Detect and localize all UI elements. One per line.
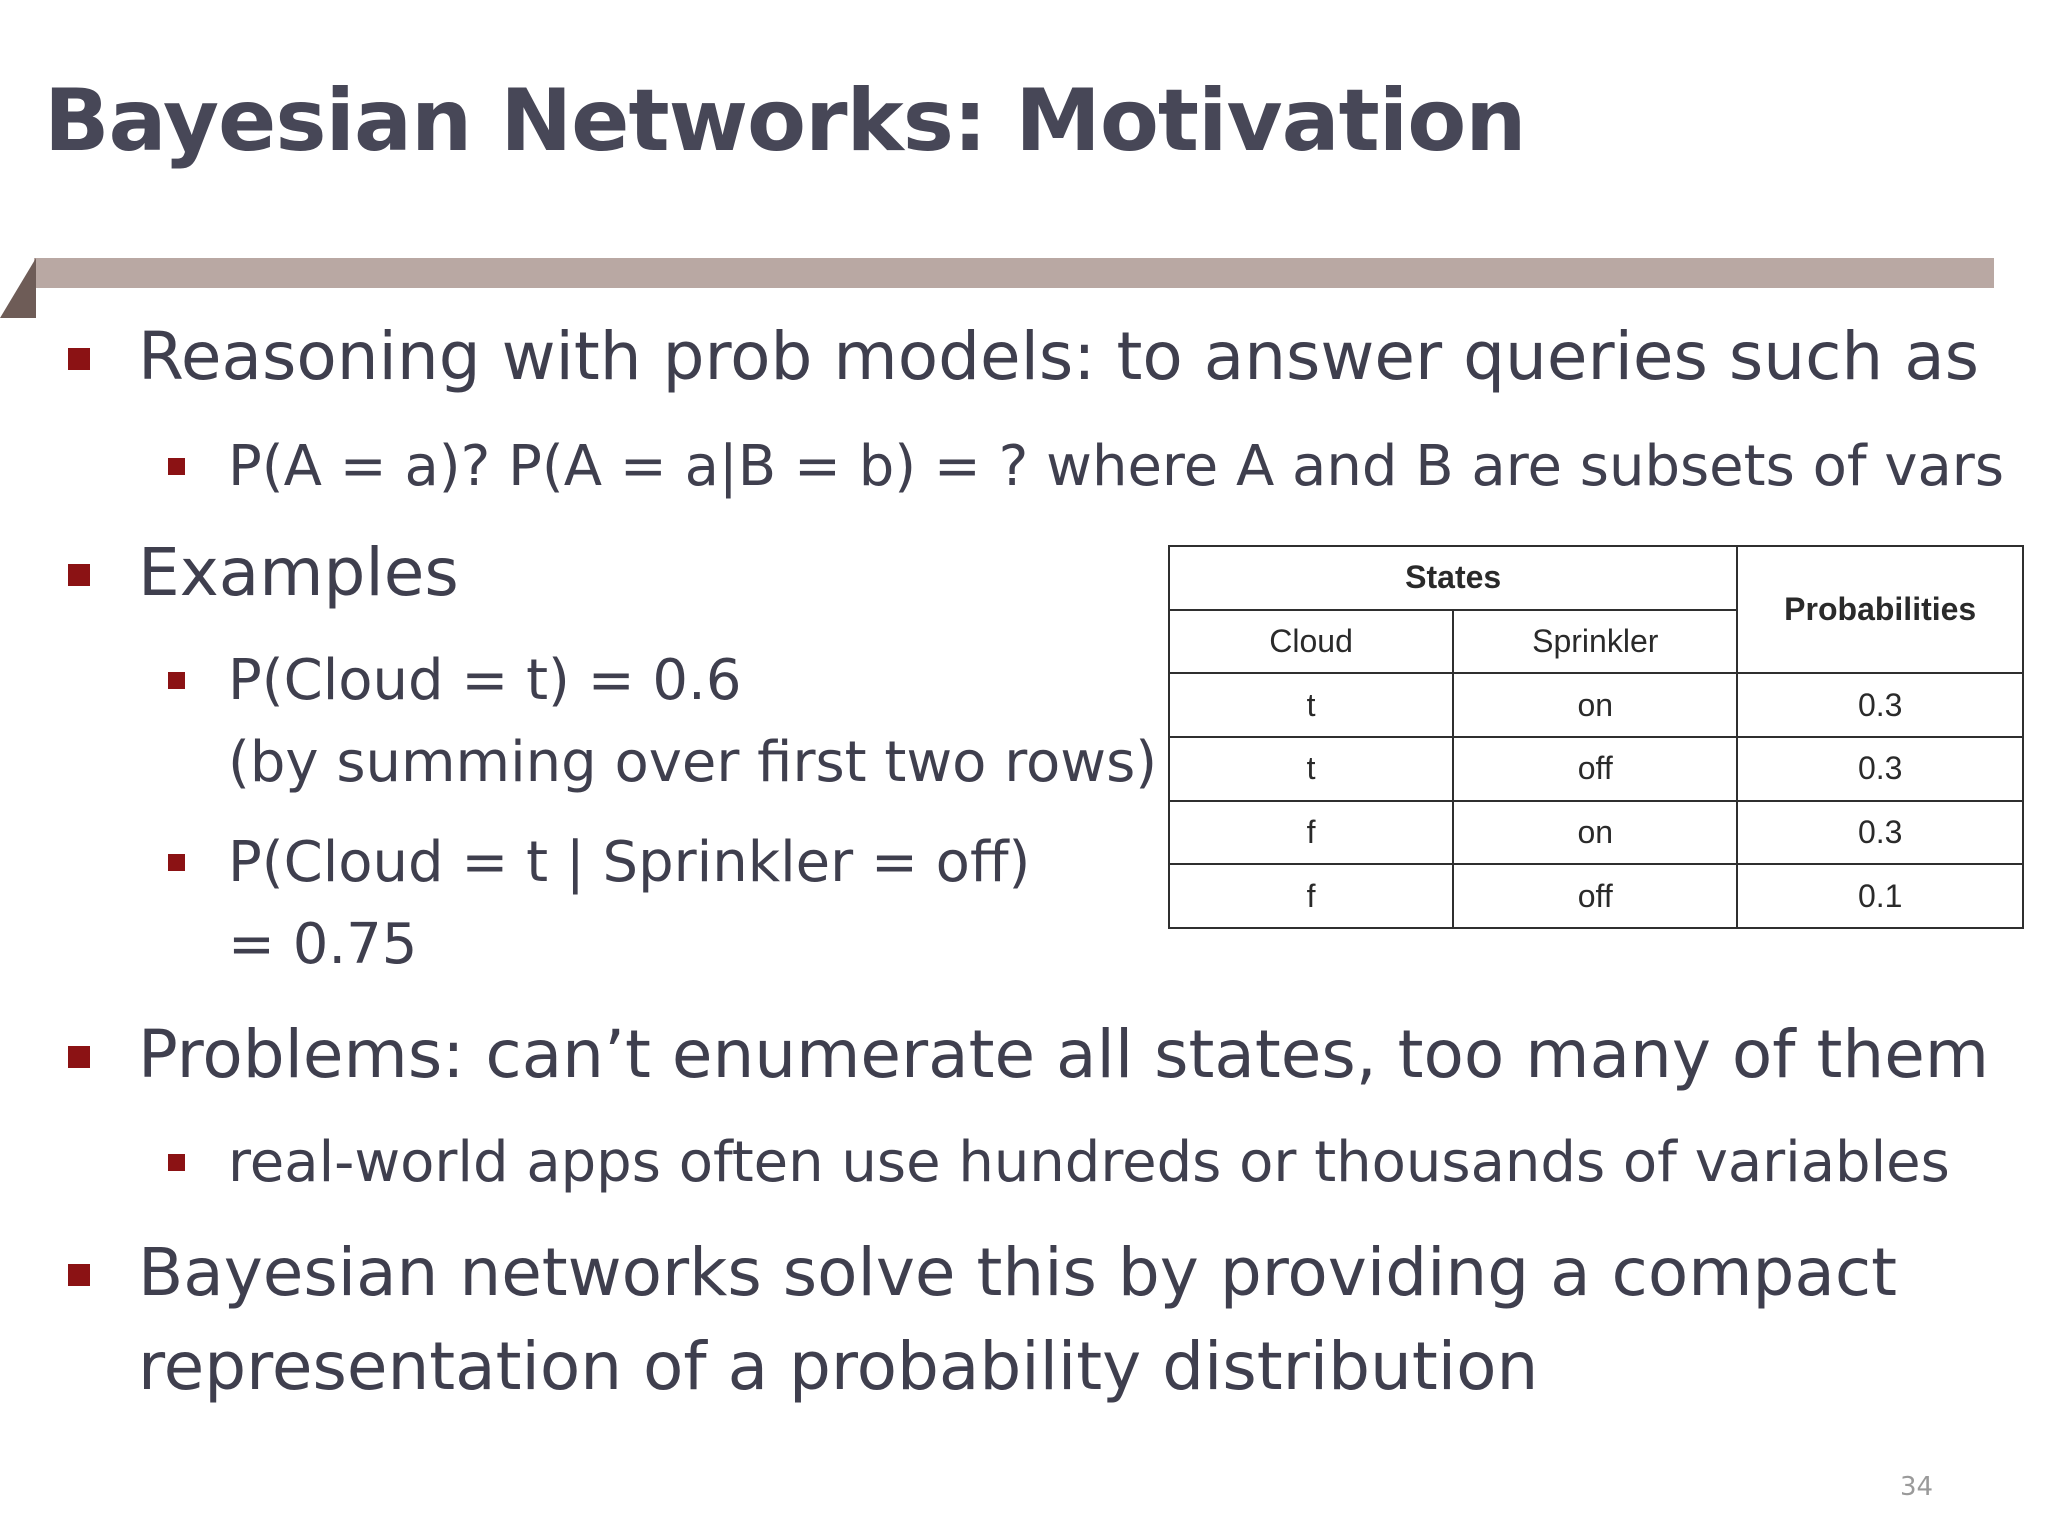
cell-sprinkler: off xyxy=(1453,864,1737,928)
cloud-header: Cloud xyxy=(1169,610,1453,674)
cell-prob: 0.3 xyxy=(1737,801,2023,865)
bullet-bayesian xyxy=(138,1234,1897,1311)
sub-bullet-text: P(Cloud = t) = 0.6 xyxy=(228,648,742,713)
sub-bullet-cloud xyxy=(228,648,742,713)
states-header: States xyxy=(1169,546,1737,610)
bullet-marker xyxy=(68,348,90,370)
sub-bullet-marker xyxy=(168,854,185,871)
sub-bullet-query xyxy=(228,434,2004,499)
cell-prob: 0.3 xyxy=(1737,737,2023,801)
bullet-text: Reasoning with prob models: to answer queries such as xyxy=(138,318,1980,395)
cell-sprinkler: on xyxy=(1453,801,1737,865)
sub-bullet-text: real-world apps often use hundreds or thousands of variables xyxy=(228,1130,1950,1195)
bullet-marker xyxy=(68,1264,90,1286)
sub-bullet-marker xyxy=(168,1154,185,1171)
cell-cloud: f xyxy=(1169,801,1453,865)
table-row xyxy=(1169,801,2023,865)
sprinkler-header: Sprinkler xyxy=(1453,610,1737,674)
sub-bullet-conditional xyxy=(228,830,1030,895)
cell-cloud: f xyxy=(1169,864,1453,928)
page-number: 34 xyxy=(1900,1472,1934,1502)
bullet-marker xyxy=(68,564,90,586)
cell-cloud: t xyxy=(1169,673,1453,737)
divider-notch xyxy=(0,258,36,318)
sub-bullet-realworld xyxy=(228,1130,1950,1195)
cell-prob: 0.1 xyxy=(1737,864,2023,928)
sub-bullet-marker xyxy=(168,458,185,475)
cell-sprinkler: off xyxy=(1453,737,1737,801)
title-divider xyxy=(34,258,1994,288)
table-row xyxy=(1169,864,2023,928)
bullet-bayesian-cont: representation of a probability distribution xyxy=(138,1328,1539,1405)
sub-bullet-text: P(Cloud = t | Sprinkler = off) xyxy=(228,830,1031,895)
bullet-examples xyxy=(138,534,459,611)
slide-title: Bayesian Networks: Motivation xyxy=(44,71,1526,171)
sub-bullet-marker xyxy=(168,672,185,689)
bullet-text: Bayesian networks solve this by providing a compact xyxy=(138,1234,1898,1311)
sub-bullet-conditional-cont: = 0.75 xyxy=(228,912,418,977)
bullet-problems xyxy=(138,1016,1989,1093)
probabilities-header: Probabilities xyxy=(1737,546,2023,673)
table-row xyxy=(1169,673,2023,737)
bullet-reasoning xyxy=(138,318,1979,395)
bullet-marker xyxy=(68,1046,90,1068)
cell-sprinkler: on xyxy=(1453,673,1737,737)
cell-prob: 0.3 xyxy=(1737,673,2023,737)
bullet-text: Examples xyxy=(138,534,459,611)
cell-cloud: t xyxy=(1169,737,1453,801)
table-row xyxy=(1169,737,2023,801)
probability-table xyxy=(1168,545,2024,929)
sub-bullet-text: P(A = a)? P(A = a|B = b) = ? where A and B are subsets of vars xyxy=(228,434,2005,499)
sub-bullet-cloud-cont: (by summing over first two rows) xyxy=(228,730,1158,795)
bullet-text: Problems: can’t enumerate all states, too many of them xyxy=(138,1016,1990,1093)
